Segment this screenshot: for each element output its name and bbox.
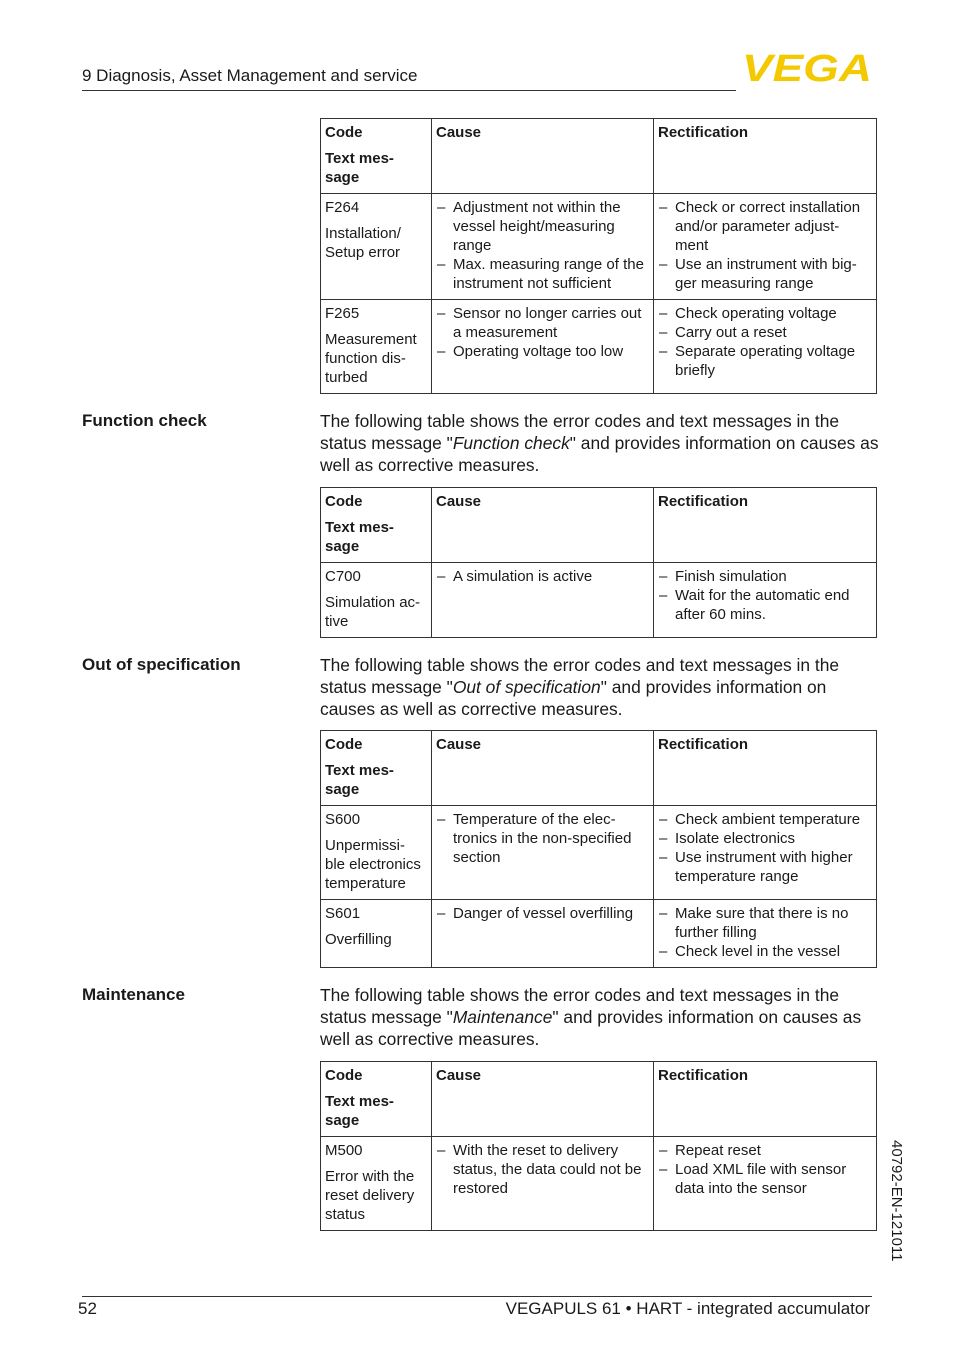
section-heading-function-check: Function check <box>82 411 207 430</box>
error-code: S601 <box>325 905 361 922</box>
error-message: Overfilling <box>325 931 392 948</box>
header-text-message: Text mes- sage <box>325 150 394 186</box>
logo-text: VEGA <box>742 50 872 84</box>
error-message: Installation/ Setup error <box>325 225 401 261</box>
cause-list <box>436 1141 649 1198</box>
table-row <box>321 900 877 968</box>
header-rectification: Rectification <box>654 119 877 194</box>
page-number: 52 <box>78 1299 97 1318</box>
error-code: F265 <box>325 305 360 322</box>
cause-item: – Max. measuring range of the instrument not sufficient <box>436 255 649 293</box>
error-message: Simulation ac- tive <box>325 594 421 630</box>
rectification-list <box>658 198 872 293</box>
rectification-list <box>658 904 872 961</box>
error-table-function-check <box>320 487 877 638</box>
rectification-item: – Wait for the automatic end after 60 mins. <box>658 586 872 624</box>
header-code: Code <box>325 736 363 753</box>
header-rectification: Rectification <box>654 731 877 806</box>
error-code: F264 <box>325 199 360 216</box>
rectification-list <box>658 810 872 886</box>
cause-item: – Operating voltage too low <box>436 342 649 361</box>
rectification-item: – Repeat reset <box>658 1141 872 1160</box>
error-table-failure <box>320 118 877 394</box>
header-code: Code <box>325 124 363 141</box>
cause-item: – A simulation is active <box>436 567 649 586</box>
table-row <box>321 806 877 900</box>
table-row <box>321 300 877 394</box>
section-heading-out-of-spec: Out of specification <box>82 655 241 674</box>
document-id: 40792-EN-121011 <box>888 1140 905 1262</box>
cause-list <box>436 810 649 867</box>
cause-item: – Sensor no longer carries out a measurement <box>436 304 649 342</box>
cause-list <box>436 304 649 361</box>
cause-list <box>436 567 649 586</box>
header-code: Code <box>325 1067 363 1084</box>
rectification-list <box>658 304 872 380</box>
table-row <box>321 194 877 300</box>
cause-item: – Adjustment not within the vessel height/measuring range <box>436 198 649 255</box>
header-cause: Cause <box>432 1062 654 1137</box>
cause-item: – With the reset to delivery status, the data could not be restored <box>436 1141 649 1198</box>
header-divider <box>82 90 736 91</box>
header-cause: Cause <box>432 119 654 194</box>
cause-list <box>436 198 649 293</box>
error-code: S600 <box>325 811 361 828</box>
vega-logo <box>742 50 872 84</box>
rectification-list <box>658 1141 872 1198</box>
rectification-item: – Separate operating voltage briefly <box>658 342 872 380</box>
section-text-out-of-spec: The following table shows the error codes and text messages in the status message "Out of specification" and provides information on causes as well as corrective measures. <box>320 655 840 719</box>
error-table-maintenance <box>320 1061 877 1231</box>
rectification-item: – Check ambient temperature <box>658 810 872 829</box>
error-message: Error with the reset delivery status <box>325 1168 415 1223</box>
rectification-item: – Check or correct installation and/or parameter adjust- ment <box>658 198 872 255</box>
footer-divider <box>82 1296 872 1297</box>
header-code-cell <box>321 119 432 194</box>
header-cause: Cause <box>432 488 654 563</box>
table-row <box>321 563 877 638</box>
error-message: Unpermissi- ble electronics temperature <box>325 837 421 892</box>
rectification-item: – Make sure that there is no further filling <box>658 904 872 942</box>
header-rectification: Rectification <box>654 1062 877 1137</box>
rectification-item: – Isolate electronics <box>658 829 872 848</box>
header-text-message: Text mes- sage <box>325 762 394 798</box>
cause-item: – Temperature of the elec- tronics in the non-specified section <box>436 810 649 867</box>
footer-title: VEGAPULS 61 • HART - integrated accumulator <box>505 1299 870 1318</box>
header-text-message: Text mes- sage <box>325 519 394 555</box>
error-table-out-of-spec <box>320 730 877 968</box>
cause-list <box>436 904 649 923</box>
header-cause: Cause <box>432 731 654 806</box>
rectification-list <box>658 567 872 624</box>
header-code: Code <box>325 493 363 510</box>
running-header: 9 Diagnosis, Asset Management and service <box>82 66 418 85</box>
rectification-item: – Load XML file with sensor data into the sensor <box>658 1160 872 1198</box>
rectification-item: – Carry out a reset <box>658 323 872 342</box>
header-rectification: Rectification <box>654 488 877 563</box>
section-text-maintenance: The following table shows the error codes and text messages in the status message "Maintenance" and provides information on causes as well as corrective measures. <box>320 985 862 1049</box>
rectification-item: – Use instrument with higher temperature range <box>658 848 872 886</box>
section-text-function-check: The following table shows the error codes and text messages in the status message "Function check" and provides information on causes as well as corrective measures. <box>320 411 879 475</box>
rectification-item: – Check operating voltage <box>658 304 872 323</box>
rectification-item: – Check level in the vessel <box>658 942 872 961</box>
rectification-item: – Finish simulation <box>658 567 872 586</box>
rectification-item: – Use an instrument with big- ger measuring range <box>658 255 872 293</box>
cause-item: – Danger of vessel overfilling <box>436 904 649 923</box>
error-message: Measurement function dis- turbed <box>325 331 417 386</box>
error-code: C700 <box>325 568 361 585</box>
table-row <box>321 1137 877 1231</box>
header-text-message: Text mes- sage <box>325 1093 394 1129</box>
section-heading-maintenance: Maintenance <box>82 985 185 1004</box>
error-code: M500 <box>325 1142 363 1159</box>
